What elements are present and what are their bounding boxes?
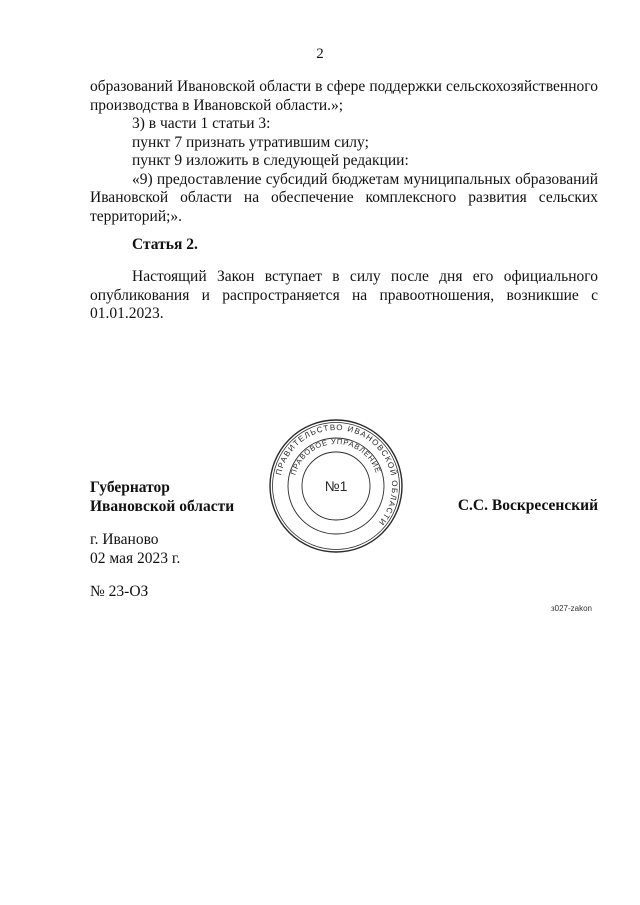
article-text	[90, 268, 598, 324]
article-text-line: 01.01.2023.	[90, 305, 164, 322]
article-heading: Статья 2.	[132, 236, 198, 253]
signature-name: С.С. Воскресенский	[457, 497, 598, 514]
article-text-line: Настоящий Закон вступает в силу после дня его официального	[132, 268, 598, 285]
svg-text:ПРАВИТЕЛЬСТВО ИВАНОВСКОЙ ОБЛАС	[274, 423, 399, 528]
date: 02 мая 2023 г.	[90, 550, 181, 567]
paragraph-quote-9: «9) предоставление субсидий бюджетам муниципальных образований Ивановской области на обеспечение комплексного развития сельских территорий;».	[90, 170, 598, 225]
file-code: з027-zakon	[550, 604, 592, 613]
place-date	[90, 530, 180, 568]
official-seal	[268, 418, 404, 554]
seal-outer-text: ПРАВИТЕЛЬСТВО ИВАНОВСКОЙ ОБЛАСТИ	[274, 422, 400, 528]
body-text	[90, 78, 598, 226]
paragraph-item-3: 3) в части 1 статьи 3:	[132, 115, 271, 132]
seal-center-text: №1	[324, 478, 348, 494]
law-number: № 23-ОЗ	[90, 583, 149, 600]
paragraph-point-9: пункт 9 изложить в следующей редакции:	[132, 152, 409, 169]
paragraph-point-7: пункт 7 признать утратившим силу;	[132, 133, 369, 151]
article-text-line: опубликования и распространяется на правоотношения, возникшие с	[90, 286, 598, 304]
paragraph-continuation: образований Ивановской области в сфере поддержки сельскохозяйственного производства в Ивановской области.»;	[90, 78, 598, 114]
seal-inner-text: ПРАВОВОЕ УПРАВЛЕНИЕ	[288, 436, 383, 477]
signature-role-line: Ивановской области	[90, 498, 235, 515]
place: г. Иваново	[90, 531, 159, 548]
page-number: 2	[316, 46, 324, 62]
signature-role	[90, 478, 234, 516]
signature-role-line: Губернатор	[90, 479, 170, 496]
